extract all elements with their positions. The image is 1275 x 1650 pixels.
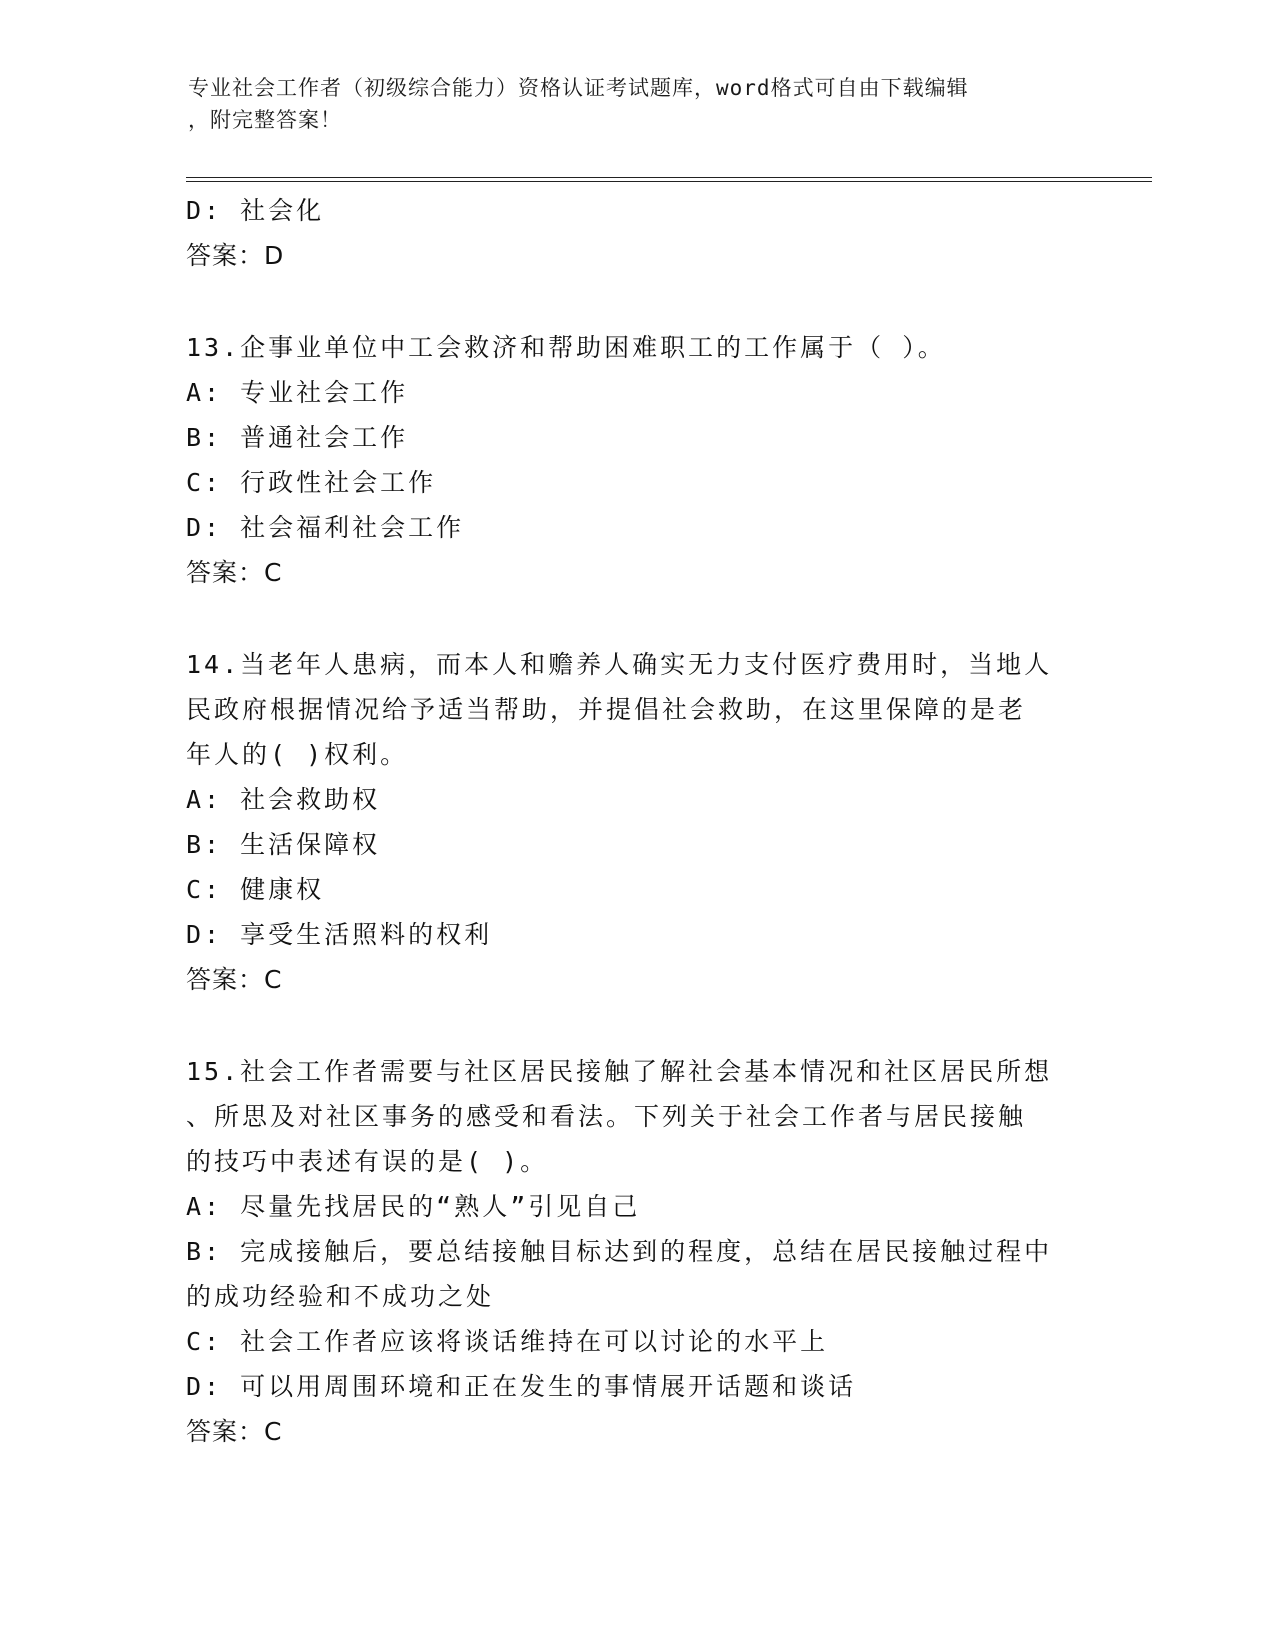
question-content <box>186 188 1086 1454</box>
question-15 <box>186 1049 1086 1454</box>
q14-stem-line-2: 民政府根据情况给予适当帮助，并提倡社会救助，在这里保障的是老 <box>186 695 1027 724</box>
q13-option-a: A: 专业社会工作 <box>186 378 409 407</box>
header-divider-top <box>186 177 1152 178</box>
q15-option-a: A: 尽量先找居民的“熟人”引见自己 <box>186 1192 641 1221</box>
q13-stem-line: 13.企事业单位中工会救济和帮助困难职工的工作属于（ ）。 <box>186 333 946 362</box>
q15-option-c: C: 社会工作者应该将谈话维持在可以讨论的水平上 <box>186 1327 829 1356</box>
header-divider-bottom <box>186 181 1152 182</box>
q15-option-b-line-1: B: 完成接触后，要总结接触目标达到的程度，总结在居民接触过程中 <box>186 1237 1053 1266</box>
q14-option-d: D: 享受生活照料的权利 <box>186 920 493 949</box>
spacer <box>186 278 1086 325</box>
spacer <box>186 595 1086 642</box>
header-line-1: 专业社会工作者（初级综合能力）资格认证考试题库，word格式可自由下载编辑 <box>188 76 969 100</box>
q15-stem-line-2: 、所思及对社区事务的感受和看法。下列关于社会工作者与居民接触 <box>186 1102 1027 1131</box>
q14-stem-line-1: 14.当老年人患病，而本人和赡养人确实无力支付医疗费用时，当地人 <box>186 650 1053 679</box>
q14-option-c: C: 健康权 <box>186 875 325 904</box>
q15-option-b-line-2: 的成功经验和不成功之处 <box>186 1282 495 1311</box>
question-13 <box>186 325 1086 595</box>
q15-answer: 答案：C <box>186 1417 283 1446</box>
q13-option-d: D: 社会福利社会工作 <box>186 513 465 542</box>
q15-stem-line-3: 的技巧中表述有误的是( )。 <box>186 1147 549 1176</box>
prev-option-d: D: 社会化 <box>186 196 325 225</box>
page-header <box>188 72 1068 136</box>
header-line-2: ，附完整答案！ <box>188 108 342 132</box>
q14-option-a: A: 社会救助权 <box>186 785 381 814</box>
q14-option-b: B: 生活保障权 <box>186 830 381 859</box>
q14-answer: 答案：C <box>186 965 283 994</box>
q13-option-b: B: 普通社会工作 <box>186 423 409 452</box>
prev-answer: 答案：D <box>186 241 285 270</box>
spacer <box>186 1002 1086 1049</box>
q15-option-d: D: 可以用周围环境和正在发生的事情展开话题和谈话 <box>186 1372 857 1401</box>
q13-option-c: C: 行政性社会工作 <box>186 468 437 497</box>
q14-stem-line-3: 年人的( )权利。 <box>186 740 409 769</box>
question-14 <box>186 642 1086 1002</box>
q13-answer: 答案：C <box>186 558 283 587</box>
q15-stem-line-1: 15.社会工作者需要与社区居民接触了解社会基本情况和社区居民所想 <box>186 1057 1053 1086</box>
